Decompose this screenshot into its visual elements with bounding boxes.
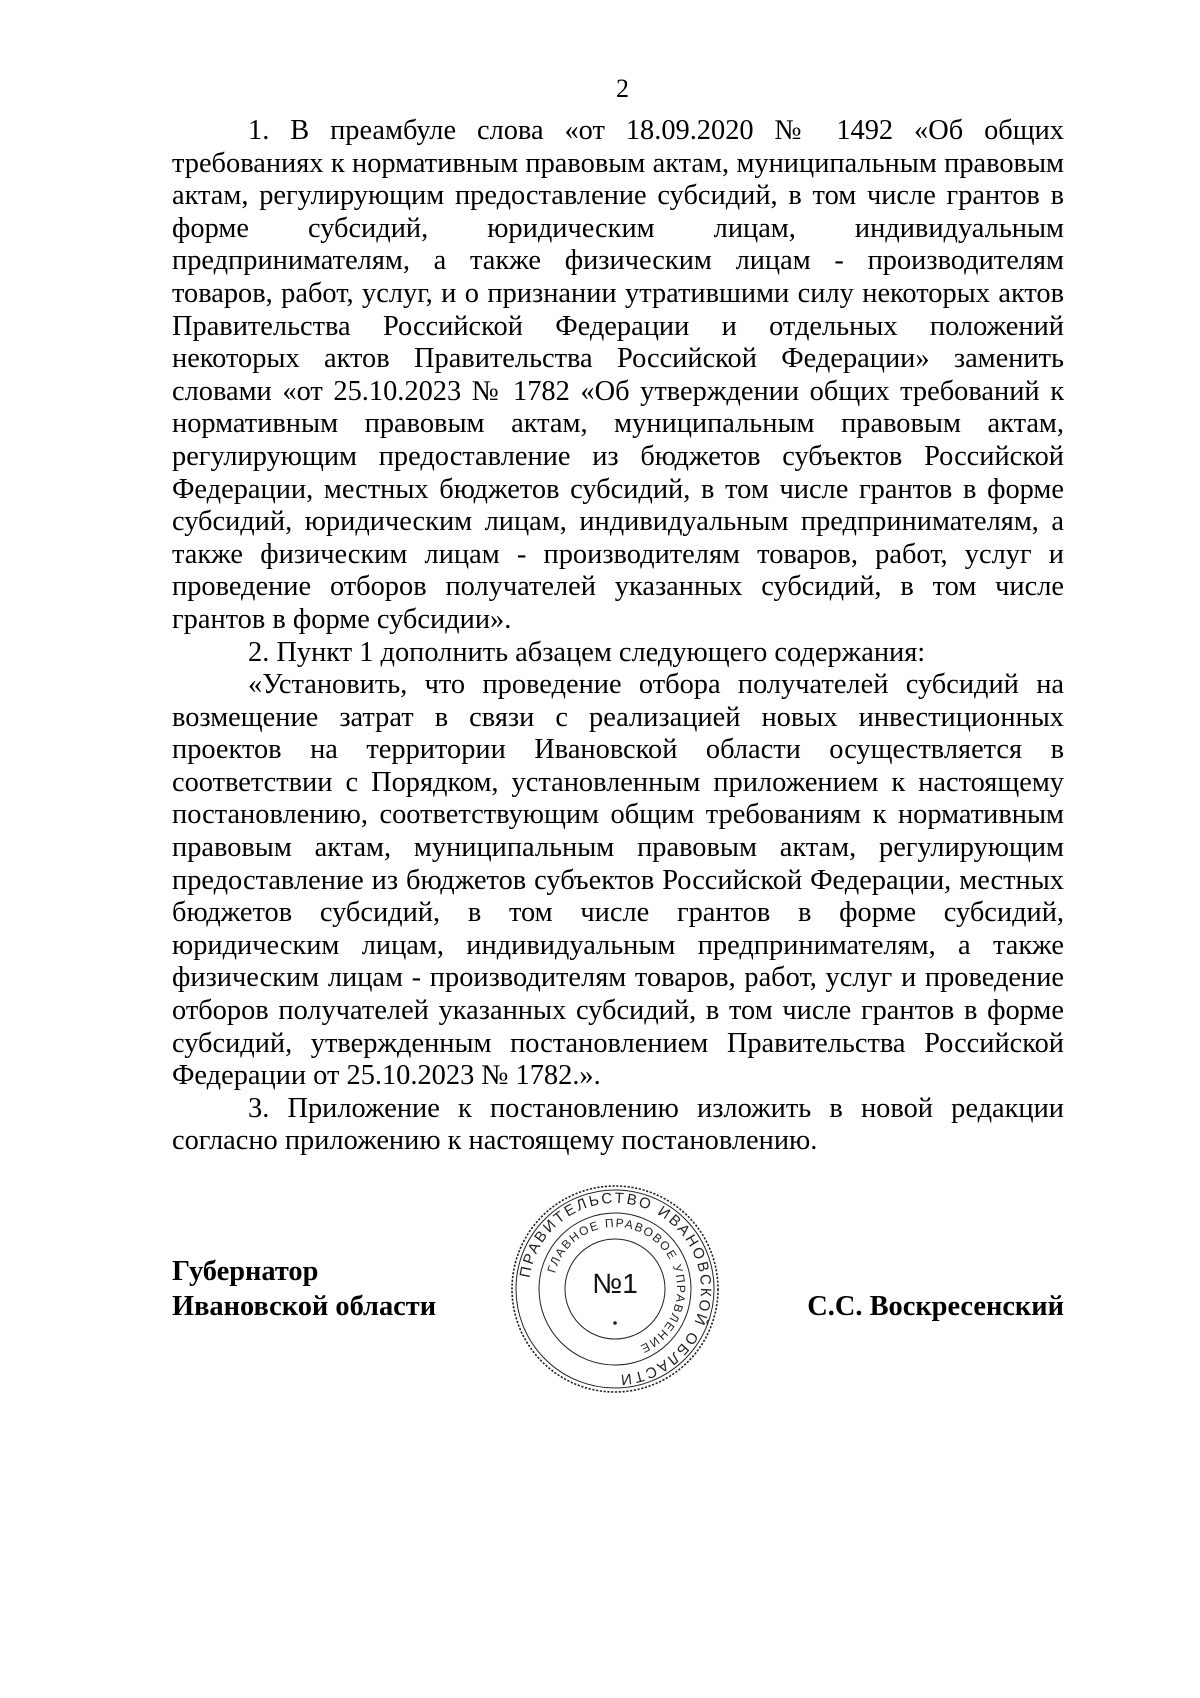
paragraph-3: «Установить, что проведение отбора получателей субсидий на возмещение затрат в связи с реализацией новых инвестиционных проектов на территории Ивановской области осуществляется в соответствии с Порядком, установленным приложением к настоящему постановлению, соответствующим общим требованиям к нормативным правовым актам, муниципальным правовым актам, регулирующим предоставление из бюджетов субъектов Российской Федерации, местных бюджетов субсидий, в том числе грантов в форме субсидий, юридическим лицам, индивидуальным предпринимателям, а также физическим лицам - производителям товаров, работ, услуг и проведение отборов получателей указанных субсидий, в том числе грантов в форме субсидий, утвержденным постановлением Правительства Российской Федерации от 25.10.2023 № 1782.». [172, 669, 1064, 1092]
paragraph-2: 2. Пункт 1 дополнить абзацем следующего содержания: [248, 636, 926, 668]
signer-position-line-2: Ивановской области [172, 1291, 437, 1322]
seal-dot [613, 1321, 617, 1325]
seal-number: №1 [592, 1268, 638, 1299]
seal-outer-text: ПРАВИТЕЛЬСТВО ИВАНОВСКОЙ ОБЛАСТИ [516, 1189, 715, 1389]
signer-position [172, 1254, 436, 1324]
paragraph-4: 3. Приложение к постановлению изложить в новой редакции согласно приложению к настоящему постановлению. [172, 1092, 1064, 1157]
paragraph-1: 1. В преамбуле слова «от 18.09.2020 № 1492 «Об общих требованиях к нормативным правовым актам, муниципальным правовым актам, регулирующим предоставление субсидий, в том числе грантов в форме субсидий, юридическим лицам, индивидуальным предпринимателям, а также физическим лицам - производителям товаров, работ, услуг, и о признании утратившими силу некоторых актов Правительства Российской Федерации и отдельных положений некоторых актов Правительства Российской Федерации» заменить словами «от 25.10.2023 № 1782 «Об утверждении общих требований к нормативным правовым актам, муниципальным правовым актам, регулирующим предоставление из бюджетов субъектов Российской Федерации, местных бюджетов субсидий, в том числе грантов в форме субсидий, юридическим лицам, индивидуальным предпринимателям, а также физическим лицам - производителям товаров, работ, услуг и проведение отборов получателей указанных субсидий, в том числе грантов в форме субсидии». [172, 115, 1064, 635]
document-body [172, 115, 1064, 1158]
official-seal [509, 1183, 721, 1395]
page-number: 2 [616, 74, 629, 103]
signer-position-line-1: Губернатор [172, 1256, 319, 1287]
signer-name: С.С. Воскресенский [807, 1291, 1064, 1322]
seal-inner-text: ГЛАВНОЕ ПРАВОВОЕ УПРАВЛЕНИЕ [544, 1215, 689, 1357]
